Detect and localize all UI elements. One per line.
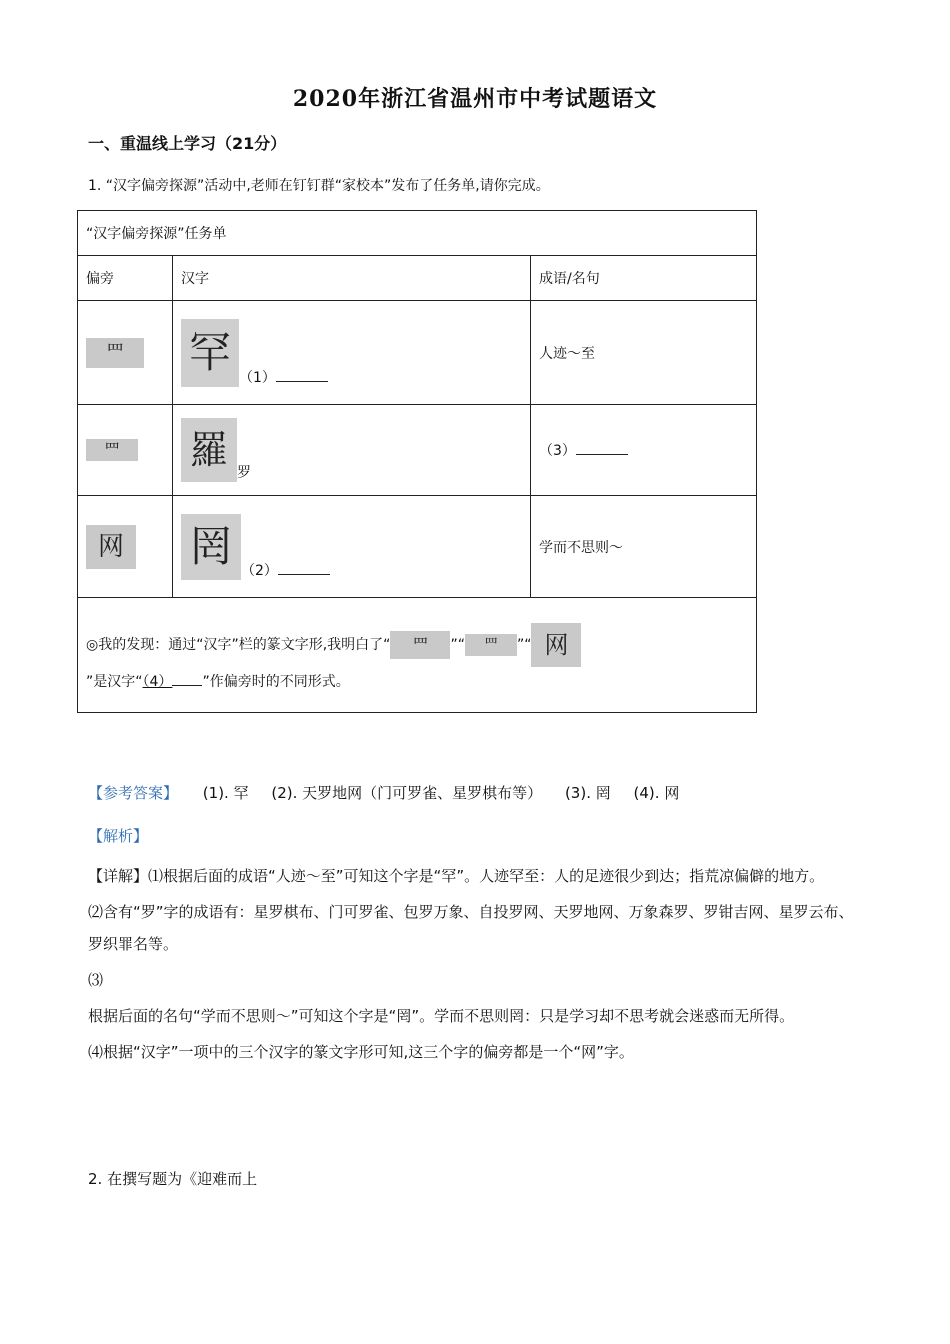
answer-blank: [276, 367, 328, 382]
answer-blank: （4）: [142, 674, 173, 690]
answer-label: 【参考答案】: [88, 784, 179, 802]
phrase-cell: 学而不思则～: [531, 496, 757, 598]
radical-image: 罒: [465, 634, 517, 656]
header-radical: 偏旁: [78, 256, 173, 301]
radical-image: 罒: [86, 439, 138, 461]
discovery-cell: [78, 598, 757, 713]
analysis-detail: [88, 860, 860, 1072]
radical-image: 罒: [86, 338, 144, 368]
analysis-label: 【解析】: [88, 827, 149, 845]
table-caption: “汉字偏旁探源”任务单: [78, 211, 757, 256]
table-row: [78, 496, 757, 598]
reference-answer: [88, 782, 697, 803]
header-hanzi: 汉字: [173, 256, 531, 301]
section-heading: 一、重温线上学习（21分）: [88, 134, 287, 153]
seal-script-image: 羅: [181, 418, 237, 482]
answer-blank: [576, 440, 628, 455]
detail-paragraph: 根据后面的名句“学而不思则～”可知这个字是“罔”。学而不思则罔：只是学习却不思考就会迷惑而无所得。: [88, 1007, 795, 1025]
answer-item: (1). 罕: [202, 784, 249, 802]
question-2-intro: 2. 在撰写题为《迎难而上: [88, 1170, 258, 1188]
detail-paragraph: ⑷根据“汉字”一项中的三个汉字的篆文字形可知,这三个字的偏旁都是一个“网”字。: [88, 1043, 634, 1061]
radical-image: 网: [86, 525, 136, 569]
detail-paragraph: ⑵含有“罗”字的成语有：星罗棋布、门可罗雀、包罗万象、自投罗网、天罗地网、万象森罗、罗钳吉网、星罗云布、罗织罪名等。: [88, 903, 854, 953]
blank-label: （1）: [239, 369, 276, 386]
table-row: [78, 301, 757, 405]
detail-paragraph: ⑶: [88, 971, 104, 989]
blank-label: （2）: [241, 562, 278, 579]
radical-image: 网: [531, 623, 581, 667]
task-table: [77, 210, 757, 713]
table-row: [78, 405, 757, 496]
discovery-prefix: ◎我的发现：通过“汉字”栏的篆文字形,我明白了“: [86, 637, 391, 653]
answer-blank: [278, 560, 330, 575]
answer-item: (4). 网: [633, 784, 680, 802]
header-phrase: 成语/名句: [531, 256, 757, 301]
answer-blank-extension: [172, 671, 202, 686]
discovery-line2-prefix: ”是汉字“: [86, 674, 143, 690]
quote-separator: ”“: [450, 637, 465, 653]
phrase-cell: 人迹～至: [531, 301, 757, 405]
blank-label: （3）: [539, 443, 576, 459]
seal-script-image: 罕: [181, 319, 239, 387]
hanzi-label: 罗: [237, 465, 251, 481]
seal-script-image: 罔: [181, 514, 241, 580]
radical-image: 罒: [390, 631, 450, 659]
answer-item: (3). 罔: [564, 784, 611, 802]
detail-paragraph: 【详解】⑴根据后面的成语“人迹～至”可知这个字是“罕”。人迹罕至：人的足迹很少到达；指荒凉偏僻的地方。: [88, 867, 825, 885]
question-1-intro: 1. “汉字偏旁探源”活动中,老师在钉钉群“家校本”发布了任务单,请你完成。: [88, 178, 550, 194]
answer-item: (2). 天罗地网（门可罗雀、星罗棋布等）: [271, 784, 543, 802]
page-title: 2020年浙江省温州市中考试题语文: [292, 86, 658, 112]
discovery-line2-suffix: ”作偏旁时的不同形式。: [202, 674, 350, 690]
quote-separator: ”“: [516, 637, 532, 653]
